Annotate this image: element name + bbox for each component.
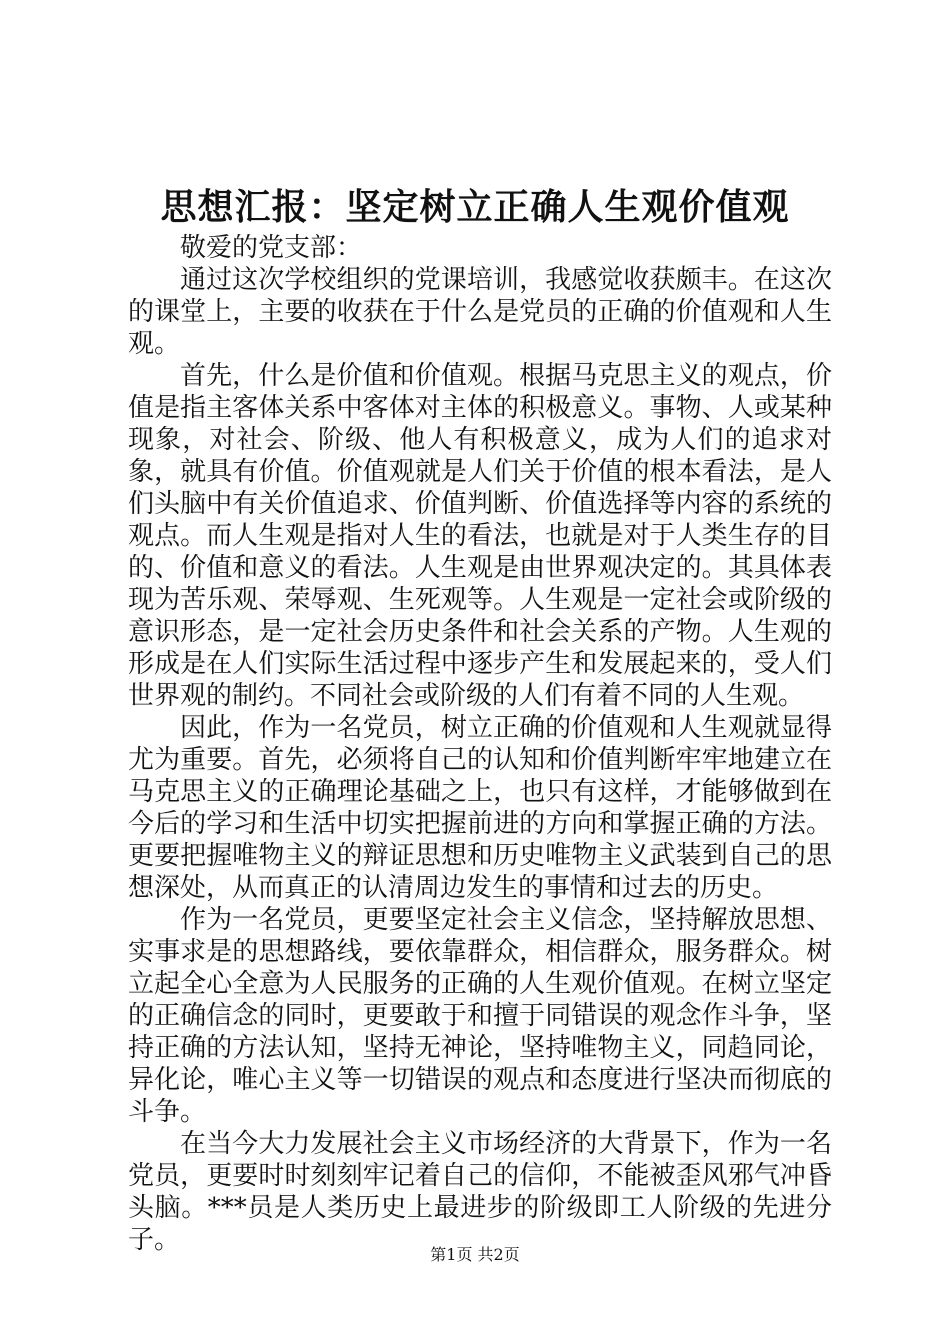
page-number-footer: 第1页 共2页 bbox=[430, 1245, 520, 1264]
paragraph: 通过这次学校组织的党课培训，我感觉收获颇丰。在这次的课堂上，主要的收获在于什么是党员的正确的价值观和人生观。 bbox=[128, 265, 832, 359]
document-body bbox=[128, 232, 832, 1256]
salutation: 敬爱的党支部： bbox=[180, 233, 363, 263]
paragraph: 作为一名党员，更要坚定社会主义信念，坚持解放思想、实事求是的思想路线，要依靠群众，相信群众，服务群众。树立起全心全意为人民服务的正确的人生观价值观。在树立坚定的正确信念的同时，更要敢于和擅于同错误的观念作斗争，坚持正确的方法认知，坚持无神论，坚持唯物主义，同趋同论，异化论，唯心主义等一切错误的观点和态度进行坚决而彻底的斗争。 bbox=[128, 905, 832, 1127]
document-title: 思想汇报：坚定树立正确人生观价值观 bbox=[160, 186, 790, 228]
paragraph: 在当今大力发展社会主义市场经济的大背景下，作为一名党员，更要时时刻刻牢记着自己的信仰，不能被歪风邪气冲昏头脑。***员是人类历史上最进步的阶级即工人阶级的先进分子。 bbox=[128, 1129, 832, 1255]
paragraph: 首先，什么是价值和价值观。根据马克思主义的观点，价值是指主客体关系中客体对主体的积极意义。事物、人或某种现象，对社会、阶级、他人有积极意义，成为人们的追求对象，就具有价值。价值观就是人们关于价值的根本看法，是人们头脑中有关价值追求、价值判断、价值选择等内容的系统的观点。而人生观是指对人生的看法，也就是对于人类生存的目的、价值和意义的看法。人生观是由世界观决定的。其具体表现为苦乐观、荣辱观、生死观等。人生观是一定社会或阶级的意识形态，是一定社会历史条件和社会关系的产物。人生观的形成是在人们实际生活过程中逐步产生和发展起来的，受人们世界观的制约。不同社会或阶级的人们有着不同的人生观。 bbox=[128, 361, 832, 711]
paragraph: 因此，作为一名党员，树立正确的价值观和人生观就显得尤为重要。首先，必须将自己的认知和价值判断牢牢地建立在马克思主义的正确理论基础之上，也只有这样，才能够做到在今后的学习和生活中切实把握前进的方向和掌握正确的方法。更要把握唯物主义的辩证思想和历史唯物主义武装到自己的思想深处，从而真正的认清周边发生的事情和过去的历史。 bbox=[128, 713, 832, 903]
